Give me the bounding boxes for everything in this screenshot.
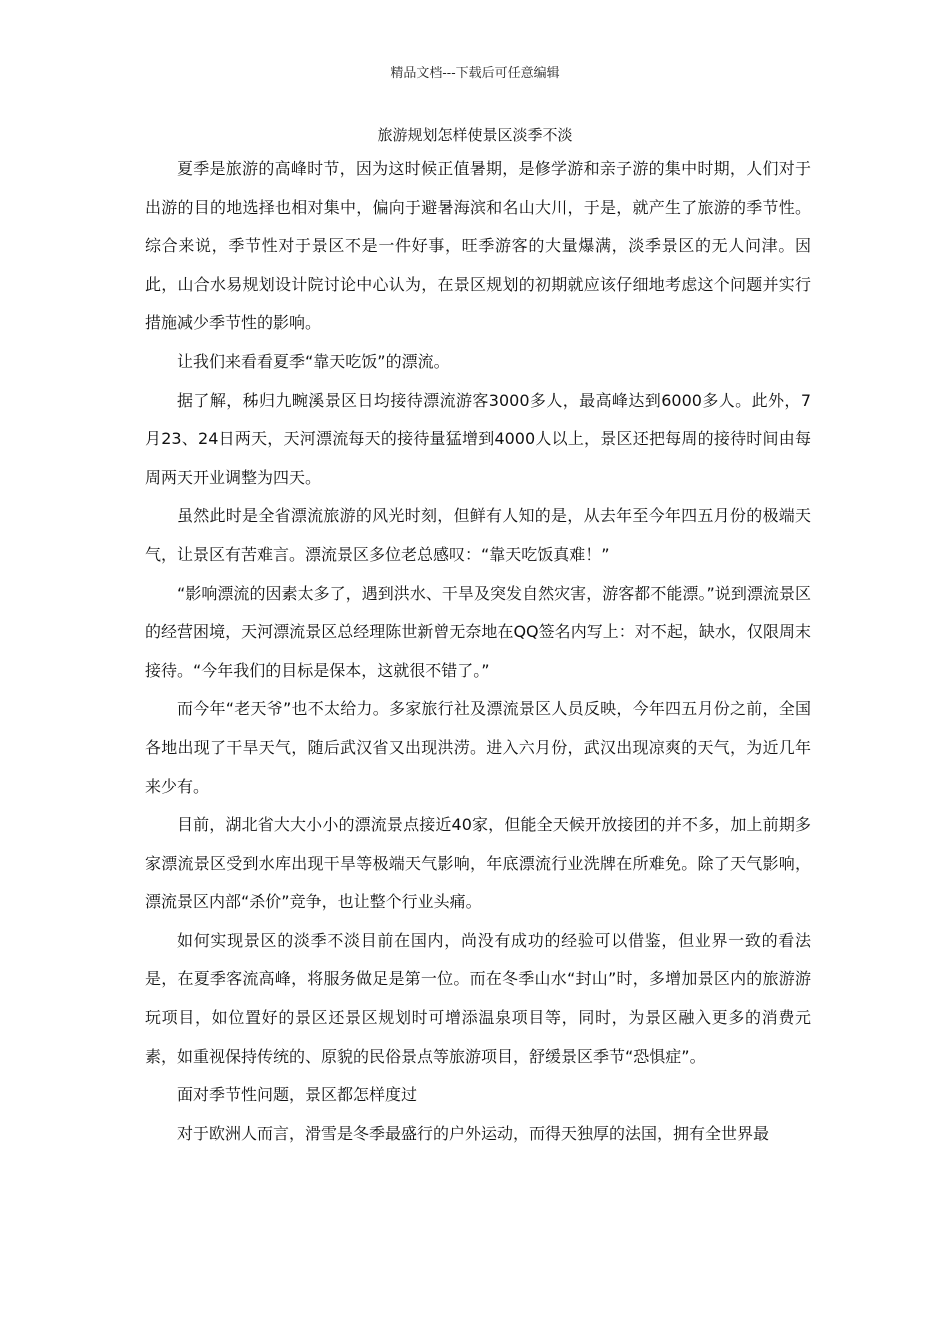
paragraph: “影响漂流的因素太多了，遇到洪水、干旱及突发自然灾害，游客都不能漂。”说到漂流景区的经营困境，天河漂流景区总经理陈世新曾无奈地在QQ签名内写上：对不起，缺水，仅限周末接待。“今年我们的目标是保本，这就很不错了。” xyxy=(145,583,811,680)
document-body xyxy=(145,150,811,1153)
page-header: 精品文档---下载后可任意编辑 xyxy=(390,66,560,81)
section-heading: 面对季节性问题，景区都怎样度过 xyxy=(177,1085,418,1105)
paragraph: 而今年“老天爷”也不太给力。多家旅行社及漂流景区人员反映，今年四五月份之前，全国各地出现了干旱天气，随后武汉省又出现洪涝。进入六月份，武汉出现凉爽的天气，为近几年来少有。 xyxy=(145,699,811,796)
document-title: 旅游规划怎样使景区淡季不淡 xyxy=(377,126,573,144)
paragraph: 目前，湖北省大大小小的漂流景点接近40家，但能全天候开放接团的并不多，加上前期多家漂流景区受到水库出现干旱等极端天气影响，年底漂流行业洗牌在所难免。除了天气影响，漂流景区内部“杀价”竞争，也让整个行业头痛。 xyxy=(145,815,811,912)
paragraph: 如何实现景区的淡季不淡目前在国内，尚没有成功的经验可以借鉴，但业界一致的看法是，在夏季客流高峰，将服务做足是第一位。而在冬季山水“封山”时，多增加景区内的旅游游玩项目，如位置好的景区还景区规划时可增添温泉项目等，同时，为景区融入更多的消费元素，如重视保持传统的、原貌的民俗景点等旅游项目，舒缓景区季节“恐惧症”。 xyxy=(145,930,811,1066)
paragraph: 虽然此时是全省漂流旅游的风光时刻，但鲜有人知的是，从去年至今年四五月份的极端天气，让景区有苦难言。漂流景区多位老总感叹：“靠天吃饭真难！” xyxy=(145,506,811,564)
paragraph: 让我们来看看夏季“靠天吃饭”的漂流。 xyxy=(177,351,450,371)
paragraph: 据了解，秭归九畹溪景区日均接待漂流游客3000多人，最高峰达到6000多人。此外，7月23、24日两天，天河漂流每天的接待量猛增到4000人以上，景区还把每周的接待时间由每周两天开业调整为四天。 xyxy=(145,390,811,487)
paragraph: 夏季是旅游的高峰时节，因为这时候正值暑期，是修学游和亲子游的集中时期，人们对于出游的目的地选择也相对集中，偏向于避暑海滨和名山大川，于是，就产生了旅游的季节性。综合来说，季节性对于景区不是一件好事，旺季游客的大量爆满，淡季景区的无人问津。因此，山合水易规划设计院讨论中心认为，在景区规划的初期就应该仔细地考虑这个问题并实行措施减少季节性的影响。 xyxy=(145,159,811,333)
paragraph: 对于欧洲人而言，滑雪是冬季最盛行的户外运动，而得天独厚的法国，拥有全世界最 xyxy=(177,1123,770,1143)
